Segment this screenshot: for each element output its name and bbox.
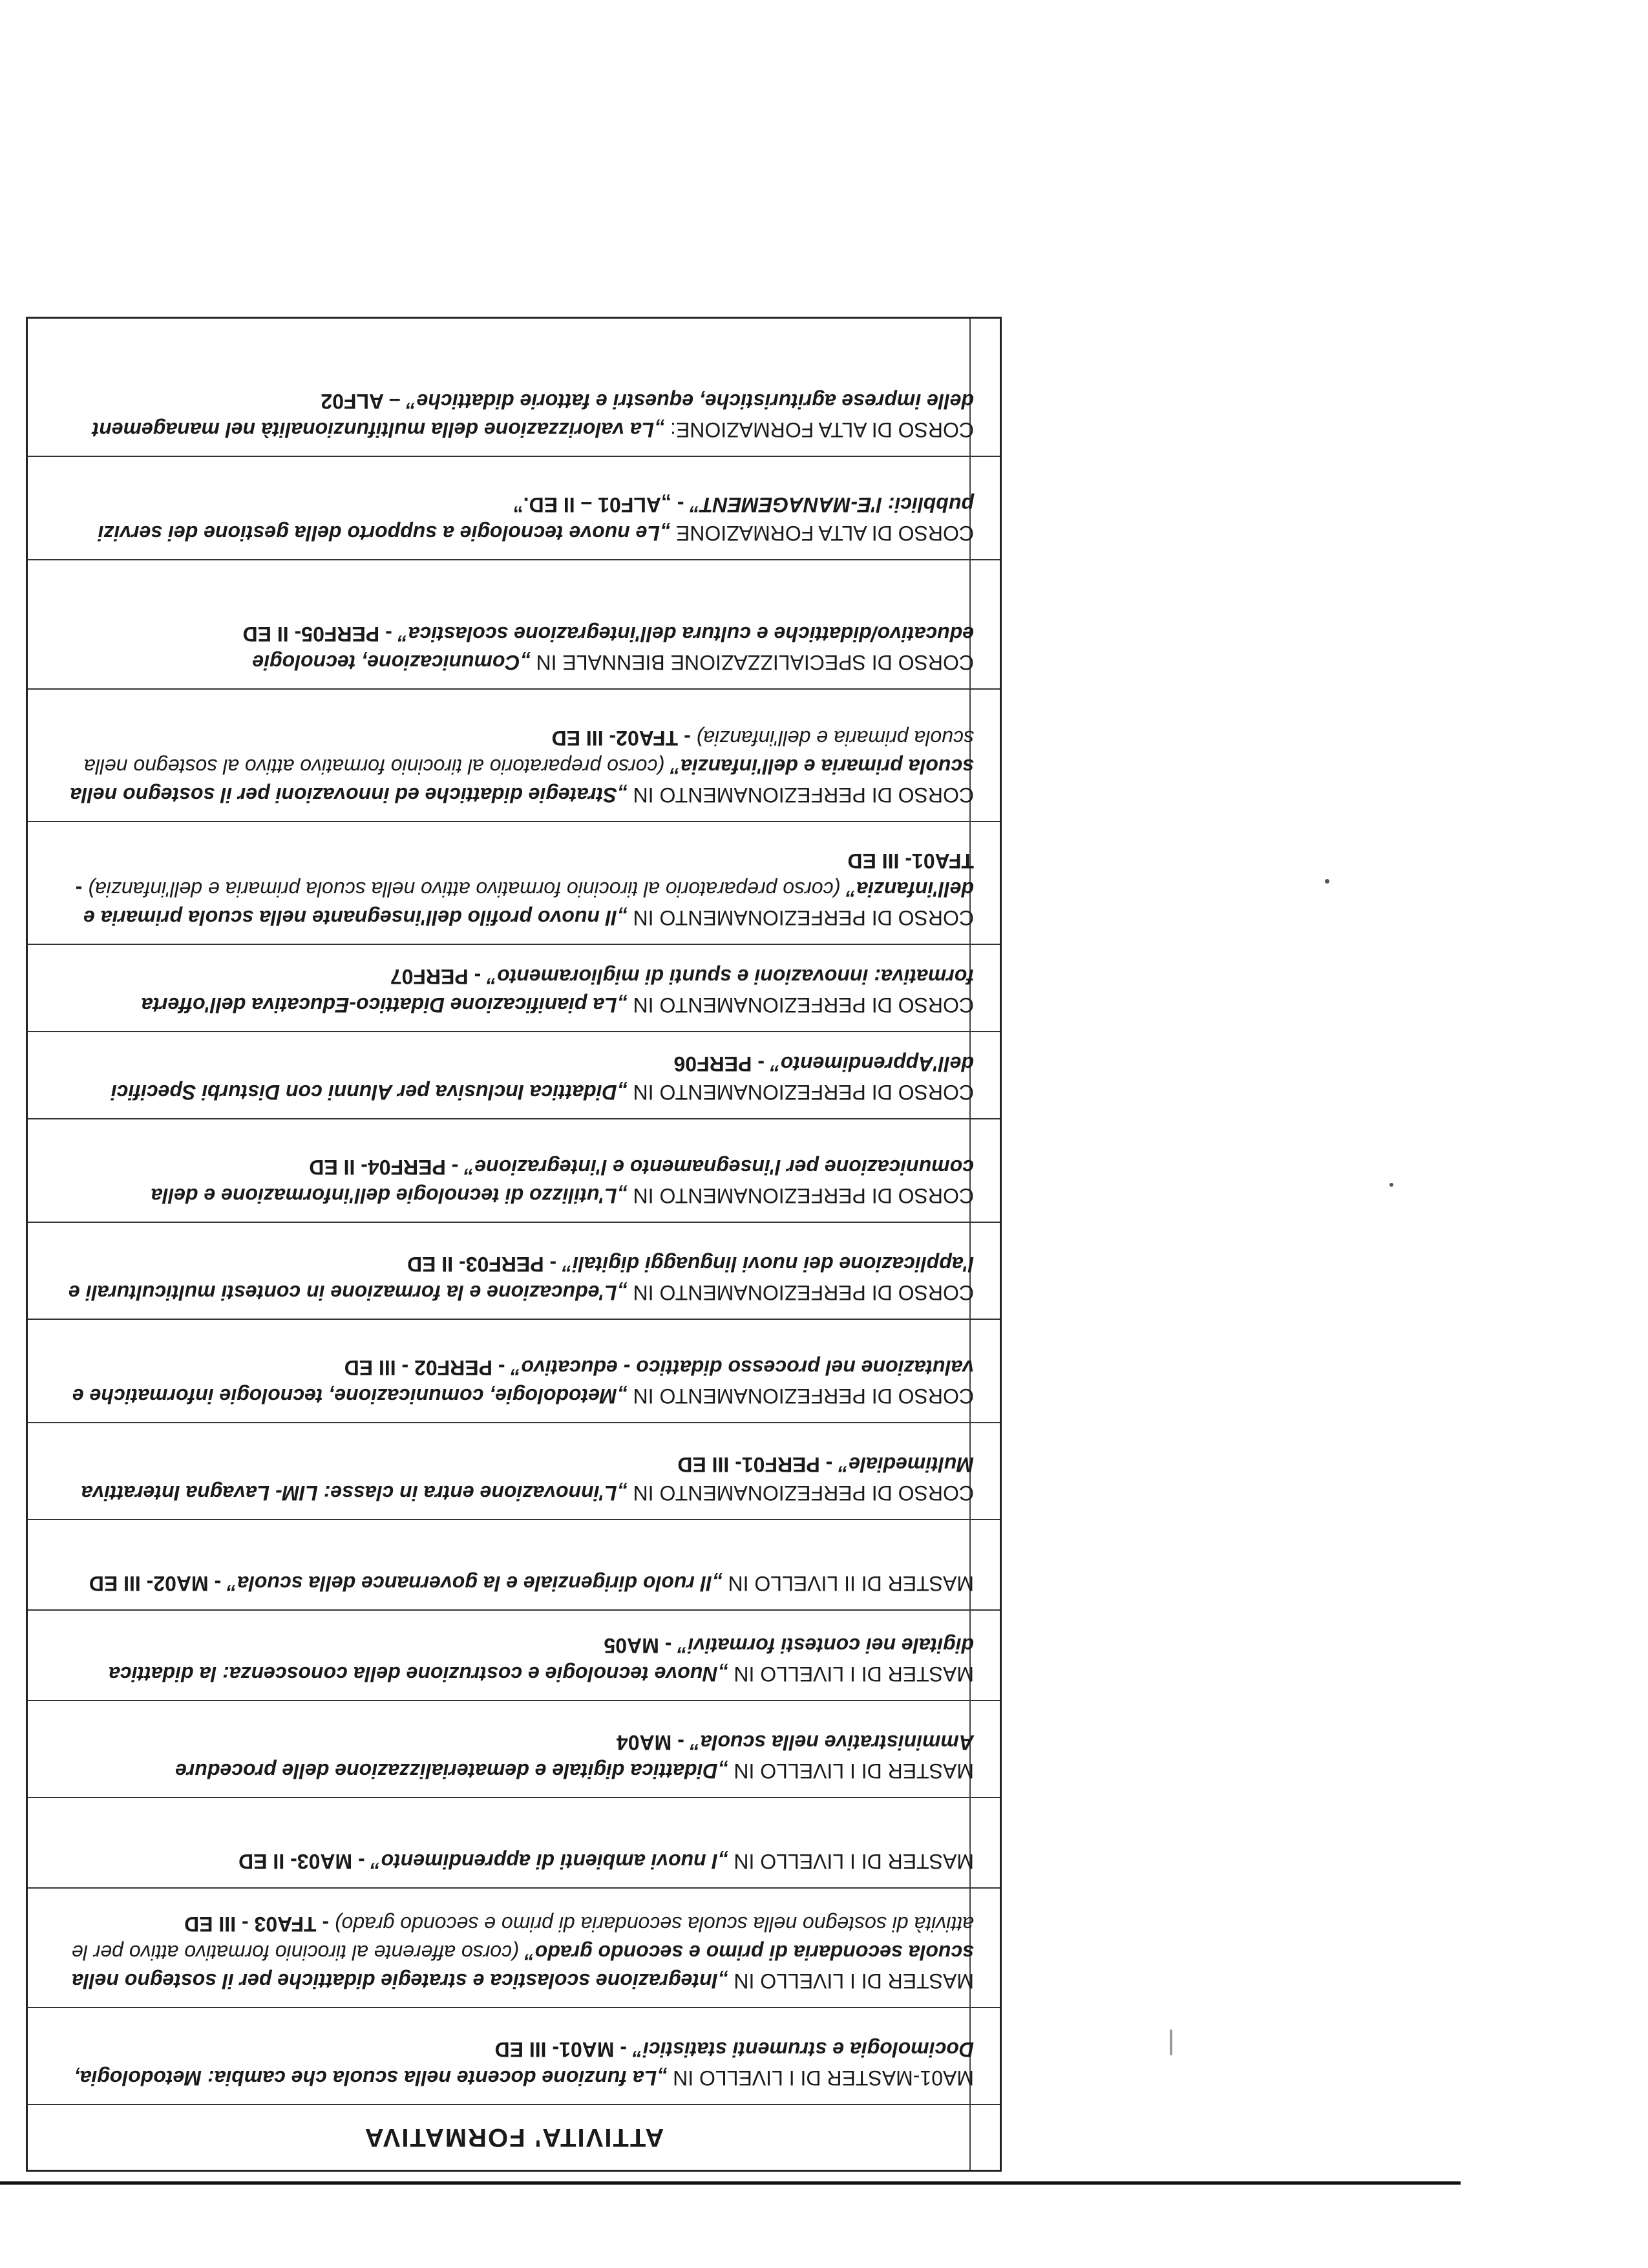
course-title: „Didattica Inclusiva per Alunni con Disturbi Specifici dell'Apprendimento”	[111, 1052, 974, 1104]
course-code: - PERF07	[390, 965, 487, 988]
course-note: (corso preparatorio al tirocinio formativo attivo al sostegno nella scuola primaria e dell'infanzia)	[83, 726, 974, 778]
course-prefix: MASTER DI I LIVELLO IN	[728, 1969, 974, 1993]
course-prefix: CORSO DI PERFEZIONAMENTO IN	[627, 906, 974, 929]
course-code: - TFA01- III ED	[75, 849, 974, 901]
course-title: „La funzione docente nella scuola che cambia: Metodologia, Docimologia e strumenti statistici”	[74, 2038, 974, 2090]
course-code: - PERF05- II ED	[242, 622, 398, 646]
rotated-course-table	[26, 317, 1002, 2172]
course-code: - PERF02 - III ED	[344, 1356, 511, 1379]
course-table	[26, 317, 1002, 2172]
course-row	[28, 945, 1000, 1032]
course-row	[28, 1032, 1000, 1119]
course-row	[28, 1611, 1000, 1701]
course-prefix: CORSO DI ALTA FORMAZIONE	[670, 522, 974, 545]
course-prefix: CORSO DI PERFEZIONAMENTO IN	[627, 783, 974, 807]
course-row	[28, 1320, 1000, 1423]
course-title: „Nuove tecnologie e costruzione della conoscenza: la didattica digitale nei contesti formativi”	[109, 1634, 974, 1686]
course-prefix: MA01-MASTER DI I LIVELLO IN	[667, 2066, 974, 2090]
course-prefix: MASTER DI II LIVELLO IN	[722, 1572, 974, 1595]
course-prefix: MASTER DI I LIVELLO IN	[728, 1850, 974, 1873]
course-code: - „ALF01 – II ED.”	[512, 493, 690, 516]
table-header-title: ATTIVITA' FORMATIVA	[363, 2123, 664, 2152]
course-code: - TFA03 - III ED	[184, 1913, 335, 1936]
course-row	[28, 1889, 1000, 2008]
course-prefix: MASTER DI I LIVELLO IN	[728, 1759, 974, 1783]
course-code: - PERF06	[673, 1052, 770, 1076]
course-prefix: MASTER DI I LIVELLO IN	[728, 1662, 974, 1686]
course-title: „L'educazione e la formazione in contesti multiculturali e l'applicazione dei nuovi linguaggi digitali”	[69, 1253, 974, 1304]
course-title: „Metodologie, comunicazione, tecnologie informatiche e valutazione nel processo didattico - educativo”	[72, 1356, 974, 1408]
course-title: „Strategie didattiche ed innovazioni per il sostegno nella scuola primaria e dell'infanzia”	[70, 755, 974, 807]
course-code: - MA05	[604, 1634, 678, 1657]
course-code: - MA01- III ED	[494, 2038, 633, 2061]
course-title: „La valorizzazione della multifunzionalità nel management delle imprese agrituristiche, equestri e fattorie didattiche”	[92, 390, 974, 441]
course-row	[28, 560, 1000, 690]
course-row	[28, 2008, 1000, 2105]
course-title: „I nuovi ambienti di apprendimento”	[370, 1850, 728, 1873]
course-row	[28, 347, 1000, 457]
course-row	[28, 822, 1000, 945]
course-title: „Le nuove tecnologie a supporto della gestione dei servizi pubblici: l'E-MANAGEMENT”	[98, 493, 974, 545]
course-note: (corso afferente al tirocinio formativo attivo per le attività di sostegno nella scuola secondaria di primo e secondo grado)	[71, 1913, 974, 1964]
course-row	[28, 1119, 1000, 1223]
course-prefix: CORSO DI PERFEZIONAMENTO IN	[627, 1281, 974, 1304]
course-code: - MA02- III ED	[89, 1572, 227, 1595]
course-prefix: CORSO DI PERFEZIONAMENTO IN	[627, 993, 974, 1017]
course-row	[28, 457, 1000, 560]
scan-speck	[1170, 2030, 1172, 2055]
course-code: – ALF02	[321, 390, 407, 413]
course-row	[28, 1520, 1000, 1611]
bottom-rule	[0, 2181, 1461, 2185]
course-prefix: CORSO DI PERFEZIONAMENTO IN	[627, 1384, 974, 1408]
course-prefix: CORSO DI SPECIALIZZAZIONE BIENNALE IN	[530, 651, 974, 674]
course-code: - TFA02- III ED	[551, 726, 697, 750]
course-code: - MA03- II ED	[238, 1850, 371, 1873]
course-note: (corso preparatorio al tirocinio formativo attivo nella scuola primaria e dell'infanzia)	[88, 878, 847, 901]
table-header	[28, 2105, 1000, 2170]
course-row	[28, 1701, 1000, 1798]
course-title: „Il nuovo profilo dell'insegnante nella scuola primaria e dell'infanzia”	[83, 878, 974, 929]
course-code: - MA04	[616, 1731, 690, 1754]
course-row	[28, 1223, 1000, 1320]
course-title: „Didattica digitale e dematerializzazione delle procedure Amministrative nella scuola”	[175, 1731, 974, 1783]
scan-speck	[1389, 1183, 1393, 1187]
course-code: - PERF01- III ED	[677, 1453, 839, 1476]
course-prefix: CORSO DI ALTA FORMAZIONE:	[664, 418, 974, 441]
course-title: „Comunicazione, tecnologie educativo/didattiche e cultura dell'integrazione scolastica”	[252, 622, 974, 674]
course-row	[28, 690, 1000, 822]
course-prefix: CORSO DI PERFEZIONAMENTO IN	[627, 1184, 974, 1207]
course-prefix: CORSO DI PERFEZIONAMENTO IN	[627, 1481, 974, 1505]
course-prefix: CORSO DI PERFEZIONAMENTO IN	[627, 1081, 974, 1104]
scan-speck	[1325, 879, 1329, 884]
course-code: - PERF04- II ED	[309, 1156, 465, 1179]
course-title: „L'utilizzo di tecnologie dell'informazione e della comunicazione per l'insegnamento e l'integrazione”	[151, 1156, 974, 1207]
course-code: - PERF03- II ED	[407, 1253, 563, 1276]
course-title: „La pianificazione Didattico-Educativa dell'offerta formativa: innovazioni e spunti di miglioramento”	[141, 965, 974, 1017]
course-row	[28, 1798, 1000, 1889]
course-row	[28, 1423, 1000, 1520]
course-title: „Il ruolo dirigenziale e la governance della scuola”	[227, 1572, 723, 1595]
course-title: „L'innovazione entra in classe: LIM- Lavagna Interattiva Multimediale”	[81, 1453, 974, 1505]
course-title: „Integrazione scolastica e strategie didattiche per il sostegno nella scuola secondaria di primo e secondo grado”	[72, 1941, 974, 1993]
